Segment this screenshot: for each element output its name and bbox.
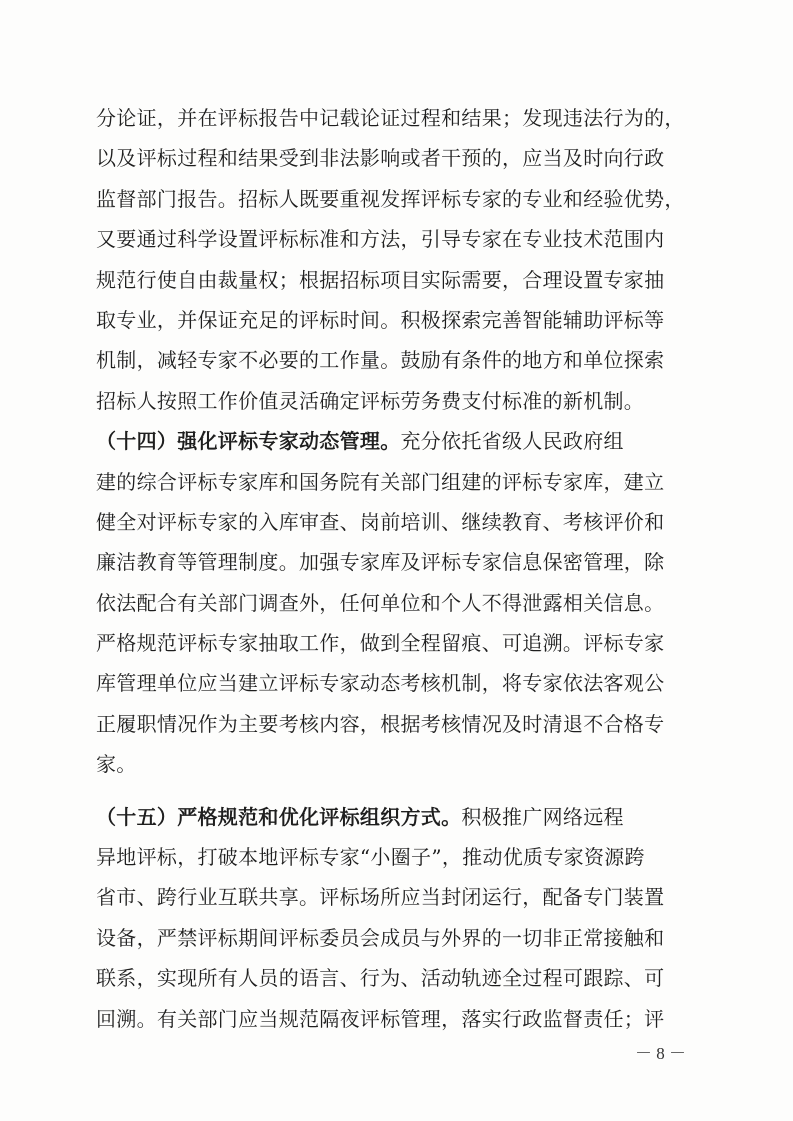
text-line: 家。 xyxy=(96,752,137,777)
text-line: 取专业，并保证充足的评标时间。积极探索完善智能辅助评标等 xyxy=(96,307,665,332)
text-line: 省市、跨行业互联共享。评标场所应当封闭运行，配备专门装置 xyxy=(96,885,665,910)
text-line: 健全对评标专家的入库审查、岗前培训、继续教育、考核评价和 xyxy=(96,509,665,534)
text-line: 严格规范评标专家抽取工作，做到全程留痕、可追溯。评标专家 xyxy=(96,631,665,656)
text-line: 联系，实现所有人员的语言、行为、活动轨迹全过程可跟踪、可 xyxy=(96,966,665,991)
text-line: 设备，严禁评标期间评标委员会成员与外界的一切非正常接触和 xyxy=(96,925,665,950)
paragraph-spacer xyxy=(96,785,696,797)
text-line: 规范行使自由裁量权；根据招标项目实际需要，合理设置专家抽 xyxy=(96,267,665,292)
paragraph-3 xyxy=(96,797,696,1039)
text-line: 廉洁教育等管理制度。加强专家库及评标专家信息保密管理，除 xyxy=(96,550,665,575)
section-heading-14: （十四）强化评标专家动态管理。 xyxy=(96,429,401,454)
text-line: 监督部门报告。招标人既要重视发挥评标专家的专业和经验优势， xyxy=(96,186,685,211)
text-line: 又要通过科学设置评标标准和方法，引导专家在专业技术范围内 xyxy=(96,227,665,252)
text-run: 充分依托省级人民政府组 xyxy=(400,429,624,454)
paragraph-first-line xyxy=(96,421,696,461)
text-line: 依法配合有关部门调查外，任何单位和个人不得泄露相关信息。 xyxy=(96,590,665,615)
body-text xyxy=(96,98,696,1039)
paragraph-first-line xyxy=(96,797,696,837)
section-heading-15: （十五）严格规范和优化评标组织方式。 xyxy=(96,804,462,829)
text-line: 招标人按照工作价值灵活确定评标劳务费支付标准的新机制。 xyxy=(96,388,645,413)
paragraph-2 xyxy=(96,421,696,785)
text-line: 建的综合评标专家库和国务院有关部门组建的评标专家库，建立 xyxy=(96,469,665,494)
text-line: 正履职情况作为主要考核内容，根据考核情况及时清退不合格专 xyxy=(96,711,665,736)
text-run: 积极推广网络远程 xyxy=(461,804,624,829)
paragraph-1 xyxy=(96,98,696,421)
text-line: 以及评标过程和结果受到非法影响或者干预的，应当及时向行政 xyxy=(96,146,665,171)
text-line: 库管理单位应当建立评标专家动态考核机制，将专家依法客观公 xyxy=(96,671,665,696)
text-line: 机制，减轻专家不必要的工作量。鼓励有条件的地方和单位探索 xyxy=(96,348,665,373)
page-number: － 8 － xyxy=(635,1044,686,1063)
text-line: 回溯。有关部门应当规范隔夜评标管理，落实行政监督责任；评 xyxy=(96,1006,665,1031)
text-line: 分论证，并在评标报告中记载论证过程和结果；发现违法行为的， xyxy=(96,106,685,130)
text-line: 异地评标，打破本地评标专家“小圈子”，推动优质专家资源跨 xyxy=(96,845,645,870)
